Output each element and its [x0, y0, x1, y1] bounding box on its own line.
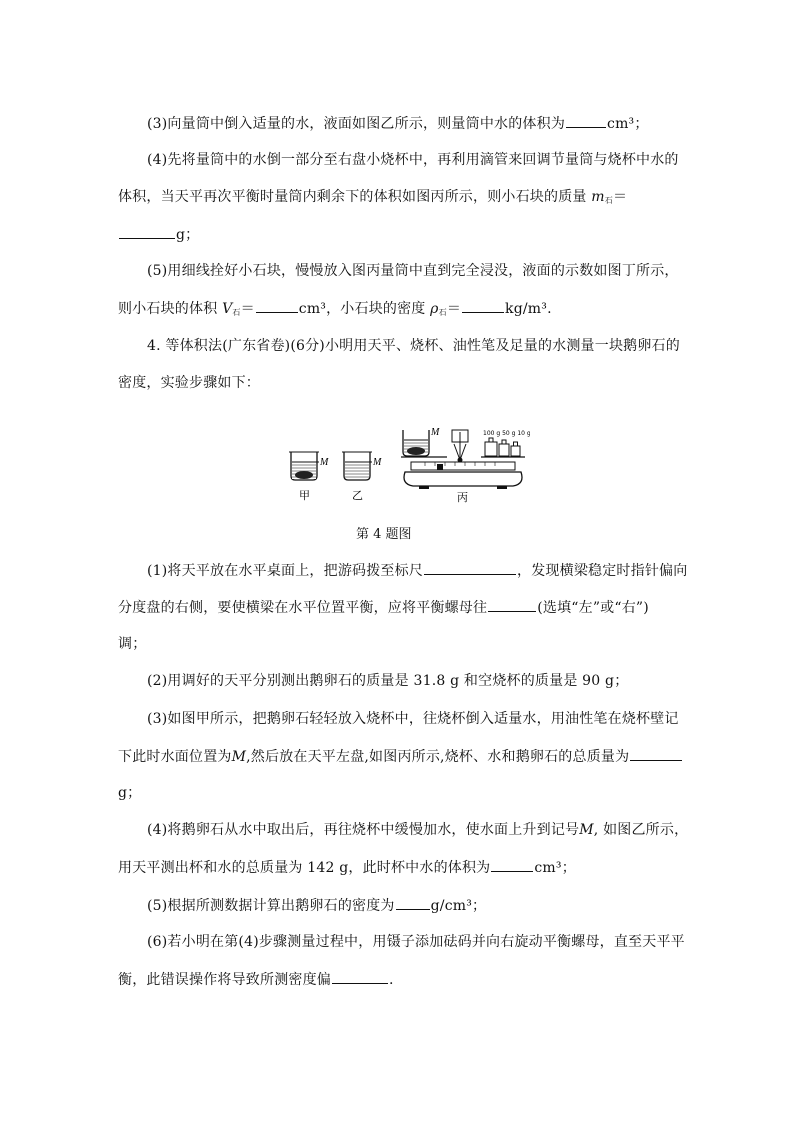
- q3-item5-line2: [118, 298, 552, 323]
- answer-blank: [119, 224, 175, 239]
- q4-item4-text-b: , 如图乙所示，: [593, 822, 689, 838]
- q4-item3-line3: g；: [118, 785, 142, 801]
- q4-stem-line2: 密度，实验步骤如下：: [118, 375, 260, 391]
- q3-item5-text: 则小石块的体积: [118, 301, 218, 317]
- answer-blank: [256, 298, 298, 313]
- answer-blank: [332, 969, 388, 984]
- q3-item4-line3: [118, 224, 199, 245]
- answer-blank: [396, 895, 430, 910]
- mark-m-yi: M: [373, 457, 382, 468]
- equals-sign: ＝: [612, 189, 628, 205]
- equals-sign: ＝: [240, 301, 255, 317]
- mark-m: M: [579, 822, 594, 838]
- figure-caption: 第 4 题图: [356, 527, 412, 542]
- q4-item1-text-d: (选填“左”或“右”): [537, 600, 649, 616]
- mass-symbol: m: [591, 189, 605, 205]
- pebble: [295, 471, 313, 479]
- answer-blank: [462, 298, 504, 313]
- volume-unit: cm³，小石块的密度: [298, 301, 426, 317]
- q3-item4-line2: [118, 187, 627, 211]
- q4-item6-line1: (6)若小明在第(4)步骤测量过程中，用镊子添加砝码并向右旋动平衡螺母，直至天平平: [147, 934, 685, 950]
- q4-item4-line1: [147, 820, 688, 840]
- answer-blank: [424, 560, 516, 575]
- q3-item3-unit: cm³；: [607, 116, 649, 132]
- label-yi: 乙: [352, 489, 363, 502]
- q4-item4-line2: [118, 857, 576, 878]
- q3-item4-unit: g；: [176, 227, 200, 243]
- density-symbol: ρ: [430, 301, 439, 317]
- q4-item5-line: [147, 895, 486, 916]
- q4-item6-text-b: .: [389, 972, 394, 988]
- q4-item6-line2: [118, 969, 394, 990]
- q4-item3-text-b: ,然后放在天平左盘,如图丙所示,烧杯、水和鹅卵石的总质量为: [246, 749, 630, 765]
- apparatus-illustration: [285, 424, 530, 504]
- beaker-jia: [289, 452, 319, 480]
- balance-bing: [401, 430, 525, 489]
- answer-blank: [491, 857, 533, 872]
- q4-item4-text-d: cm³；: [534, 860, 576, 876]
- q4-item5-text-a: (5)根据所测数据计算出鹅卵石的密度为: [147, 898, 395, 914]
- q4-item3-line2: [118, 746, 683, 767]
- answer-blank: [488, 597, 536, 612]
- volume-subscript: 石: [232, 308, 241, 317]
- answer-blank: [630, 746, 682, 761]
- mark-m-jia: M: [320, 457, 329, 468]
- q3-item4-line1: (4)先将量筒中的水倒一部分至右盘小烧杯中，再利用滴管来回调节量筒与烧杯中水的: [147, 152, 679, 168]
- density-subscript: 石: [438, 308, 447, 317]
- q4-item6-text-a: 衡，此错误操作将导致所测密度偏: [118, 972, 331, 988]
- q4-item1-line1: [147, 560, 687, 581]
- q4-item1-text-a: (1)将天平放在水平桌面上，把游码拨至标尺: [147, 563, 424, 579]
- q4-item1-line3: 调；: [118, 636, 147, 652]
- q4-figure: [285, 424, 530, 504]
- q4-item4-text-c: 用天平测出杯和水的总质量为 142 g，此时杯中水的体积为: [118, 860, 491, 876]
- beaker-yi: [342, 452, 372, 480]
- equals-sign: ＝: [446, 301, 462, 317]
- q4-stem-line1: 4. 等体积法(广东省卷)(6分)小明用天平、烧杯、油性笔及足量的水测量一块鹅卵石的: [147, 338, 680, 354]
- q4-item5-text-b: g/cm³；: [430, 898, 487, 914]
- q4-item1-line2: [118, 597, 649, 618]
- q4-item4-text-a: (4)将鹅卵石从水中取出后，再往烧杯中缓慢加水，使水面上升到记号: [147, 822, 580, 838]
- mark-m-bing: M: [431, 427, 440, 438]
- q3-item5-line1: (5)用细线拴好小石块，慢慢放入图丙量筒中直到完全浸没，液面的示数如图丁所示，: [147, 263, 679, 279]
- label-jia: 甲: [299, 489, 310, 502]
- label-bing: 丙: [457, 491, 468, 504]
- volume-symbol: V: [222, 301, 233, 317]
- q4-item1-text-c: 分度盘的右侧，要使横梁在水平位置平衡，应将平衡螺母往: [118, 600, 488, 616]
- q3-item3-line: [147, 113, 649, 134]
- q3-item4-line2-text: 体积，当天平再次平衡时量筒内剩余下的体积如图丙所示，则小石块的质量: [118, 189, 587, 205]
- q4-item2-line: (2)用调好的天平分别测出鹅卵石的质量是 31.8 g 和空烧杯的质量是 90 g；: [147, 673, 629, 689]
- weights-label: 100 g 50 g 10 g: [483, 430, 530, 437]
- q3-item3-text: (3)向量筒中倒入适量的水，液面如图乙所示，则量筒中水的体积为: [147, 116, 566, 132]
- mark-m: M: [231, 749, 247, 765]
- q4-item3-line1: (3)如图甲所示，把鹅卵石轻轻放入烧杯中，往烧杯倒入适量水，用油性笔在烧杯壁记: [147, 711, 679, 727]
- q4-item3-text-a: 下此时水面位置为: [118, 749, 232, 765]
- q4-item1-text-b: ，发现横梁稳定时指针偏向: [517, 563, 688, 579]
- density-unit: kg/m³.: [505, 301, 552, 317]
- mass-subscript: 石: [604, 196, 613, 205]
- answer-blank: [566, 113, 606, 128]
